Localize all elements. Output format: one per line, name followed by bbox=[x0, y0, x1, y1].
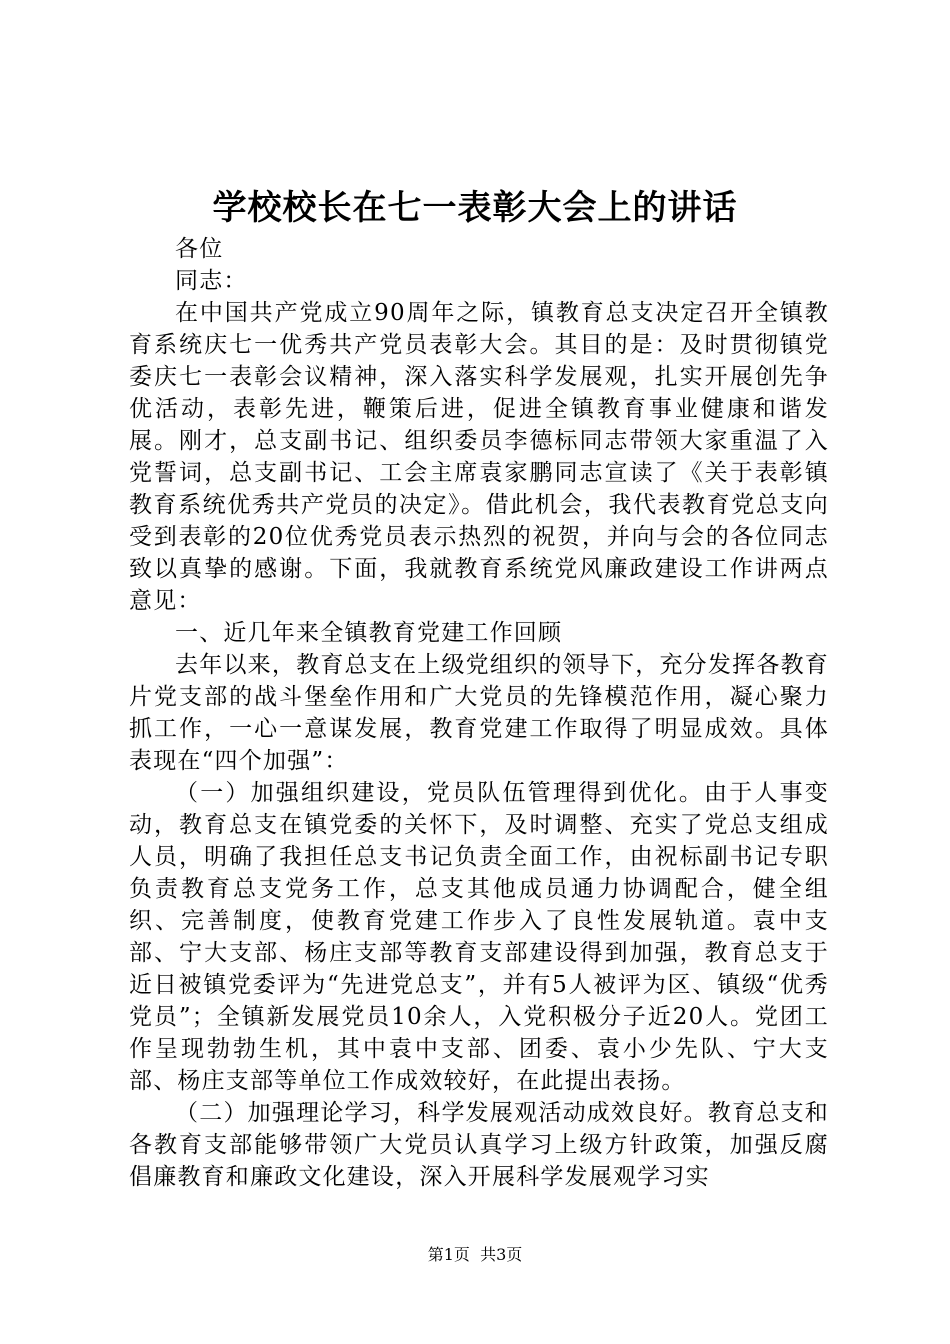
greeting-line-2: 同志： bbox=[175, 268, 248, 294]
greeting-line-1: 各位 bbox=[175, 236, 224, 262]
paragraph-intro: 在中国共产党成立90周年之际，镇教育总支决定召开全镇教育系统庆七一优秀共产党员表彰大会。其目的是：及时贯彻镇党委庆七一表彰会议精神，深入落实科学发展观，扎实开展创先争优活动，表彰先进，鞭策后进，促进全镇教育事业健康和谐发展。刚才，总支副书记、组织委员李德标同志带领大家重温了入党誓词，总支副书记、工会主席袁家鹏同志宣读了《关于表彰镇教育系统优秀共产党员的决定》。借此机会，我代表教育党总支向受到表彰的20位优秀党员表示热烈的祝贺，并向与会的各位同志致以真挚的感谢。下面，我就教育系统党风廉政建设工作讲两点意见： bbox=[129, 300, 829, 614]
section-heading-1: 一、近几年来全镇教育党建工作回顾 bbox=[175, 620, 563, 646]
page-number-total: 共3页 bbox=[480, 1245, 523, 1264]
page-number-current: 第1页 bbox=[427, 1245, 470, 1264]
document-title: 学校校长在七一表彰大会上的讲话 bbox=[212, 188, 738, 228]
paragraph-theory-study: （二）加强理论学习，科学发展观活动成效良好。教育总支和各教育支部能够带领广大党员认真学习上级方针政策，加强反腐倡廉教育和廉政文化建设，深入开展科学发展观学习实 bbox=[129, 1100, 829, 1190]
page-footer bbox=[0, 1244, 950, 1266]
document-body bbox=[129, 233, 829, 1193]
paragraph-review: 去年以来，教育总支在上级党组织的领导下，充分发挥各教育片党支部的战斗堡垒作用和广大党员的先锋模范作用，凝心聚力抓工作，一心一意谋发展，教育党建工作取得了明显成效。具体表现在“四个加强”： bbox=[129, 652, 829, 774]
paragraph-organization: （一）加强组织建设，党员队伍管理得到优化。由于人事变动，教育总支在镇党委的关怀下，及时调整、充实了党总支组成人员，明确了我担任总支书记负责全面工作，由祝标副书记专职负责教育总支党务工作，总支其他成员通力协调配合，健全组织、完善制度，使教育党建工作步入了良性发展轨道。袁中支部、宁大支部、杨庄支部等教育支部建设得到加强，教育总支于近日被镇党委评为“先进党总支”，并有5人被评为区、镇级“优秀党员”；全镇新发展党员10余人，入党积极分子近20人。党团工作呈现勃勃生机，其中袁中支部、团委、袁小少先队、宁大支部、杨庄支部等单位工作成效较好，在此提出表扬。 bbox=[129, 780, 829, 1094]
footer-separator bbox=[470, 1245, 480, 1264]
